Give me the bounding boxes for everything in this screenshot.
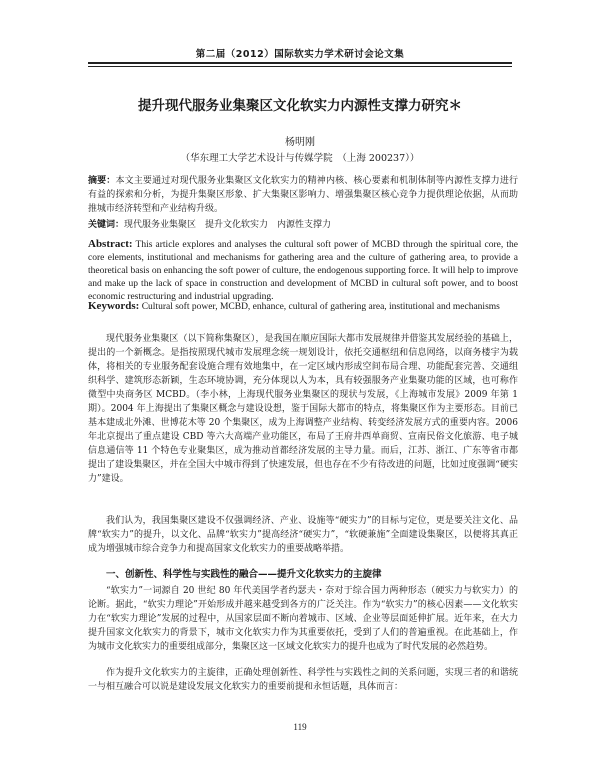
page-number: 119	[293, 722, 307, 732]
section-heading: 一、创新性、科学性与实践性的融合——提升文化软实力的主旋律	[106, 569, 382, 580]
abstract-en	[88, 238, 518, 304]
keywords-en	[88, 300, 518, 314]
author: 杨明刚	[285, 137, 315, 148]
body-paragraph: 现代服务业集聚区（以下简称集聚区），是我国在顺应国际大都市发展规律并借鉴其发展经验的基础上，提出的一个新概念。是指按照现代城市发展理念统一规划设计，依托交通枢纽和信息网络，以商务楼宇为载体，将相关的专业服务配套设施合理有效地集中，在一定区域内形成空间布局合理、功能配套完善、交通组织科学、建筑形态新颖，生态环境协调，充分体现以人为本，具有较强服务产业集聚功能的区域，也可称作微型中央商务区 MCBD。（李小林，上海现代服务业集聚区的现状与发展，《上海城市发展》2009 年第 1 期）。2004 年上海提出了集聚区概念与建设设想，鉴于国际大都市的特点，将集聚区作为主要形态。目前已基本建成北外滩、世博花木等 20 个集聚区，成为上海调整产业结构、转变经济发展方式的重要内容。2006 年北京提出了重点建设 CBD 等六大高端产业功能区，布局了王府井西单商贸、宣南民俗文化旅游、电子城信息通信等 11 个特色专业聚集区，成为推动首都经济发展的主导力量。而后，江苏、浙江、广东等省市都提出了建设集聚区，并在全国大中城市得到了快速发展，但也存在不少有待改进的问题，比如过度强调“硬实力”建设。	[88, 334, 518, 484]
body-paragraph: 我们认为，我国集聚区建设不仅强调经济、产业、设施等“硬实力”的目标与定位，更是要关注文化、品牌“软实力”的提升，以文化、品牌“软实力”提高经济“硬实力”，“软硬兼施”全面建设集聚区，以便将其真正成为增强城市综合竞争力和提高国家文化软实力的重要战略举措。	[88, 516, 518, 554]
keywords-cn-text: 现代服务业集聚区 提升文化软实力 内源性支撑力	[124, 220, 332, 230]
abstract-cn	[88, 174, 518, 216]
abstract-cn-text: 本文主要通过对现代服务业集聚区文化软实力的精神内核、核心要素和机制体制等内源性支撑力进行有益的探索和分析，为提升集聚区形象、扩大集聚区影响力、增强集聚区核心竞争力提供理论依据，从而助推城市经济转型和产业结构升级。	[88, 176, 518, 214]
running-header: 第二届（2012）国际软实力学术研讨会论文集	[195, 49, 405, 60]
paper-title: 提升现代服务业集聚区文化软实力内源性支撑力研究＊	[138, 98, 462, 114]
keywords-en-label: Keywords:	[88, 300, 140, 312]
keywords-en-text: Cultural soft power, MCBD, enhance, cultural of gathering area, institutional and mechanisms	[141, 302, 500, 312]
section-paragraph: “软实力”一词源自 20 世纪 80 年代美国学者约瑟夫・奈对于综合国力两种形态（硬实力与软实力）的论断。据此，“软实力理论”开始形成并越来越受到各方的广泛关注。作为“软实力”的核心因素——文化软实力在“软实力理论”发展的过程中，从国家层面不断向着城市、区域、企业等层面延伸扩展。近年来，在大力提升国家文化软实力的背景下，城市文化软实力作为其重要依托，受到了人们的普遍重视。在此基础上，作为城市文化软实力的重要组成部分，集聚区这一区域文化软实力的提升也成为了时代发展的必然趋势。	[88, 586, 518, 652]
keywords-cn	[88, 218, 518, 232]
affiliation: （华东理工大学艺术设计与传媒学院 （上海 200237））	[180, 153, 420, 164]
keywords-cn-label: 关键词：	[88, 220, 125, 230]
abstract-en-text: This article explores and analyses the cultural soft power of MCBD through the spiritual core, the core elements, institutional and mechanisms for gathering area and the culture of gathering area, to provide a theoretical basis on enhancing the soft power of culture, the endogenous supporting force. It will help to improve and make up the lack of space in construction and development of MCBD in cultural soft power, and to boost economic restructuring and industrial upgrading.	[88, 240, 518, 302]
header-rule-secondary	[88, 66, 512, 67]
abstract-cn-label: 摘要：	[88, 176, 116, 186]
section-paragraph: 作为提升文化软实力的主旋律，正确处理创新性、科学性与实践性之间的关系问题，实现三者的和谐统一与相互融合可以说是建设发展文化软实力的重要前提和永恒话题，具体而言：	[88, 668, 518, 692]
abstract-en-label: Abstract:	[88, 238, 133, 250]
header-rule	[88, 62, 512, 64]
